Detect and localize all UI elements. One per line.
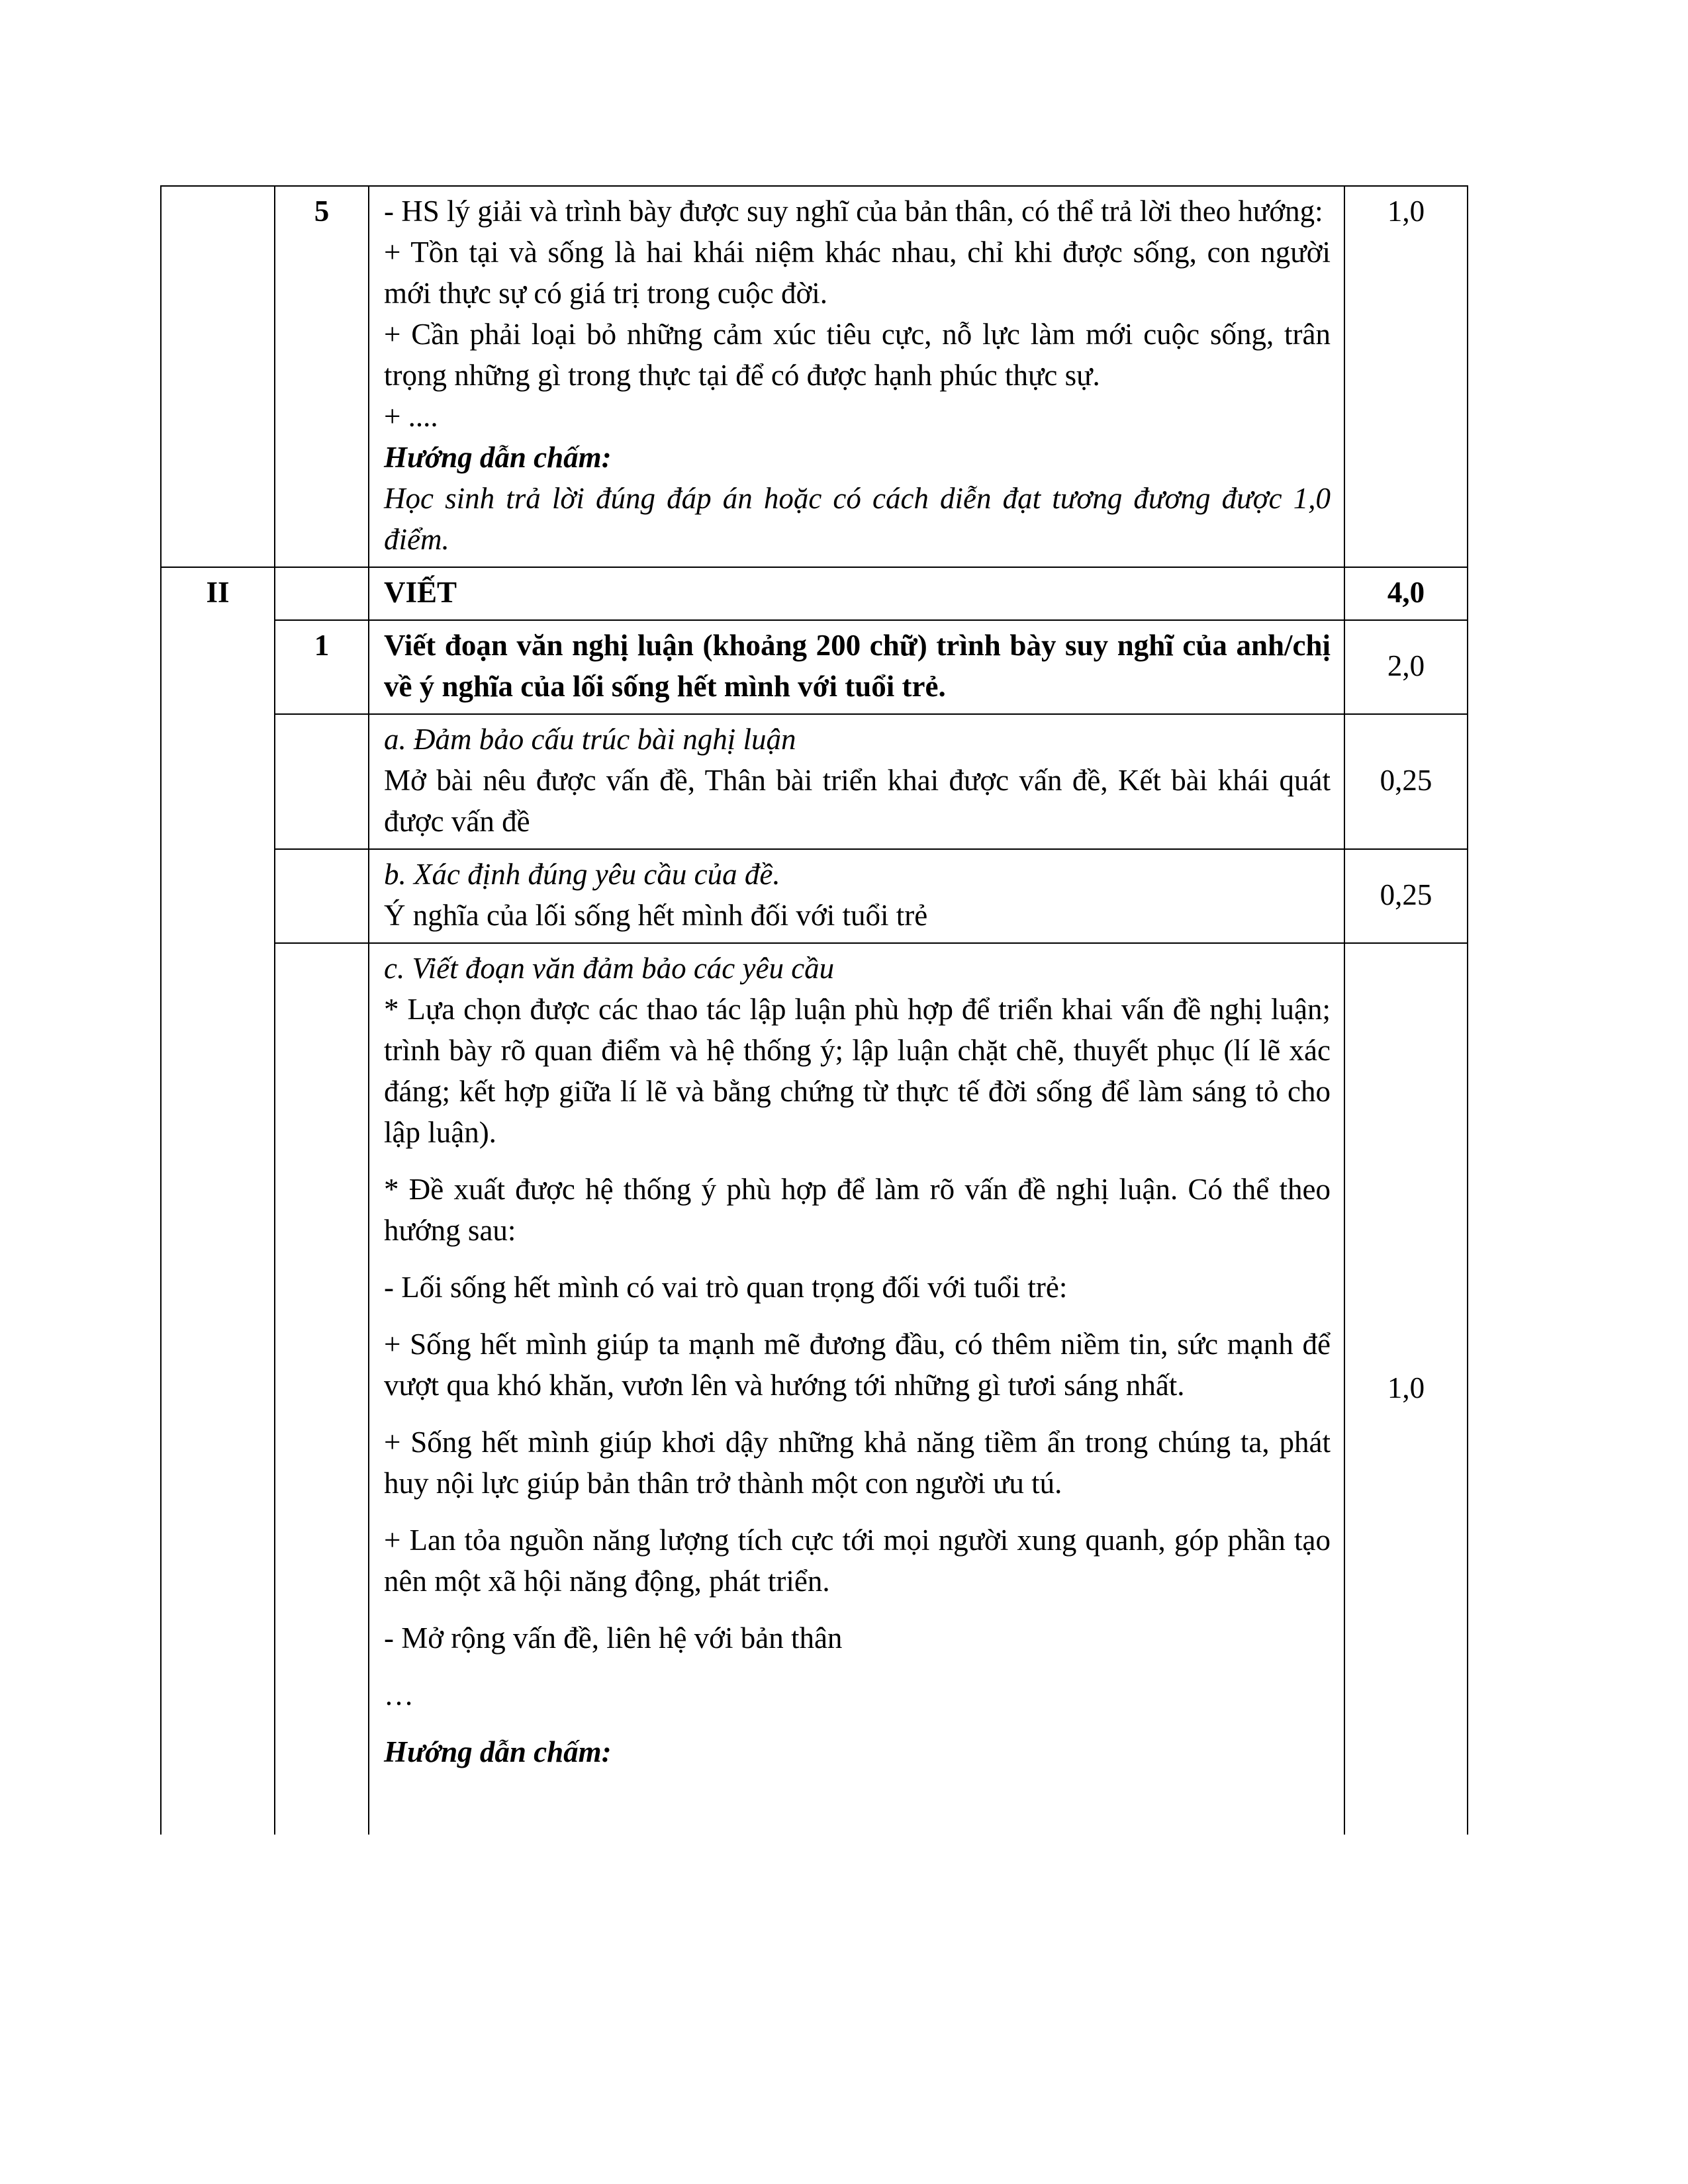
criterion-c-cell [369, 943, 1344, 1835]
criterion-a-points: 0,25 [1344, 714, 1468, 849]
criterion-c-paragraph: * Lựa chọn được các thao tác lập luận phù hợp để triển khai vấn đề nghị luận; trình bày rõ quan điểm và hệ thống ý; lập luận chặt chẽ, thuyết phục (lí lẽ xác đáng; kết hợp giữa lí lẽ và bằng chứng từ thực tế đời sống để làm sáng tỏ cho lập luận). [384, 993, 1331, 1149]
criterion-a-cell [369, 714, 1344, 849]
grading-guide-text: Học sinh trả lời đúng đáp án hoặc có cách diễn đạt tương đương được 1,0 điểm. [384, 482, 1331, 556]
criterion-b-body: Ý nghĩa của lối sống hết mình đối với tuổi trẻ [384, 899, 928, 932]
criterion-a-body: Mở bài nêu được vấn đề, Thân bài triển khai được vấn đề, Kết bài khái quát được vấn đề [384, 764, 1331, 838]
criterion-c-paragraph: - Mở rộng vấn đề, liên hệ với bản thân [384, 1621, 843, 1655]
grading-guide-heading: Hướng dẫn chấm: [384, 1735, 612, 1768]
criterion-c-paragraph: … [384, 1678, 414, 1711]
criterion-a-title: a. Đảm bảo cấu trúc bài nghị luận [384, 723, 796, 756]
question-1-prompt-cell [369, 620, 1344, 714]
row-question-5 [161, 186, 1468, 567]
section-2-title: VIẾT [369, 567, 1344, 620]
question-1-prompt: Viết đoạn văn nghị luận (khoảng 200 chữ) trình bày suy nghĩ của anh/chị về ý nghĩa của lối sống hết mình với tuổi trẻ. [384, 629, 1331, 703]
rubric [160, 185, 1468, 1835]
answer-paragraph: - HS lý giải và trình bày được suy nghĩ của bản thân, có thể trả lời theo hướng: [384, 195, 1323, 228]
criterion-c-points: 1,0 [1344, 943, 1468, 1835]
row-question-1 [161, 620, 1468, 714]
grading-guide-heading: Hướng dẫn chấm: [384, 441, 612, 474]
section-2-label: II [161, 567, 275, 1835]
question-5-number: 5 [275, 186, 369, 567]
blank-number-cell [275, 849, 369, 943]
blank-number-cell [275, 714, 369, 849]
criterion-c-paragraph: * Đề xuất được hệ thống ý phù hợp để làm rõ vấn đề nghị luận. Có thể theo hướng sau: [384, 1173, 1331, 1247]
question-1-number: 1 [275, 620, 369, 714]
row-criterion-b [161, 849, 1468, 943]
answer-paragraph: + .... [384, 400, 438, 433]
blank-number-cell [275, 567, 369, 620]
row-section-2 [161, 567, 1468, 620]
row-criterion-c [161, 943, 1468, 1835]
criterion-c-paragraph: + Sống hết mình giúp khơi dậy những khả năng tiềm ẩn trong chúng ta, phát huy nội lực giúp bản thân trở thành một con người ưu tú. [384, 1426, 1331, 1500]
section-2-points: 4,0 [1344, 567, 1468, 620]
question-1-points: 2,0 [1344, 620, 1468, 714]
criterion-c-paragraph: + Lan tỏa nguồn năng lượng tích cực tới mọi người xung quanh, góp phần tạo nên một xã hội năng động, phát triển. [384, 1524, 1331, 1598]
answer-paragraph: + Cần phải loại bỏ những cảm xúc tiêu cực, nỗ lực làm mới cuộc sống, trân trọng những gì trong thực tại để có được hạnh phúc thực sự. [384, 318, 1331, 392]
row-criterion-a [161, 714, 1468, 849]
grading-rubric-table [160, 185, 1467, 1835]
criterion-b-points: 0,25 [1344, 849, 1468, 943]
blank-number-cell [275, 943, 369, 1835]
criterion-c-paragraph: - Lối sống hết mình có vai trò quan trọng đối với tuổi trẻ: [384, 1271, 1068, 1304]
question-5-answer-cell [369, 186, 1344, 567]
criterion-b-cell [369, 849, 1344, 943]
section-cell-blank [161, 186, 275, 567]
criterion-c-paragraph: + Sống hết mình giúp ta mạnh mẽ đương đầu, có thêm niềm tin, sức mạnh để vượt qua khó khăn, vươn lên và hướng tới những gì tươi sáng nhất. [384, 1328, 1331, 1402]
question-5-points: 1,0 [1344, 186, 1468, 567]
answer-paragraph: + Tồn tại và sống là hai khái niệm khác nhau, chỉ khi được sống, con người mới thực sự có giá trị trong cuộc đời. [384, 236, 1331, 310]
criterion-c-title: c. Viết đoạn văn đảm bảo các yêu cầu [384, 952, 835, 985]
criterion-b-title: b. Xác định đúng yêu cầu của đề. [384, 858, 780, 891]
